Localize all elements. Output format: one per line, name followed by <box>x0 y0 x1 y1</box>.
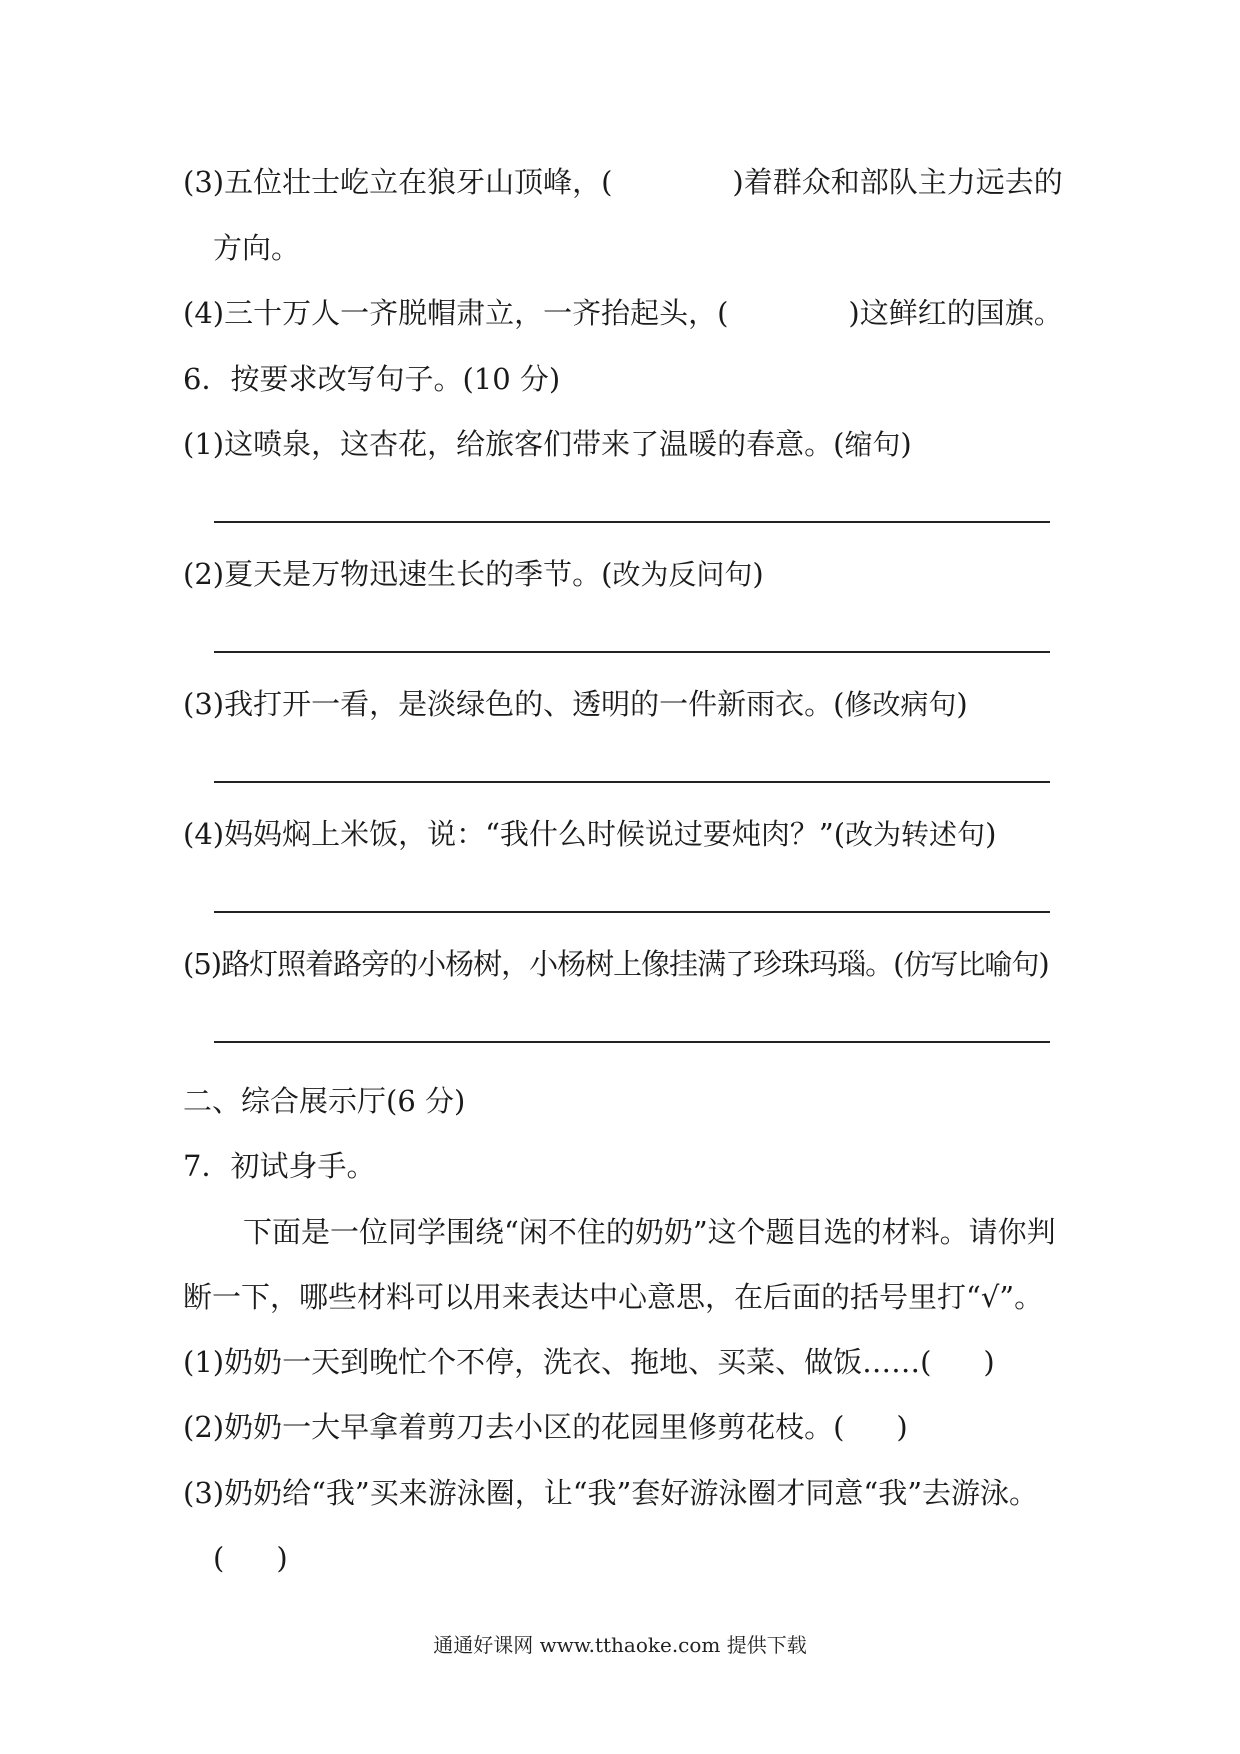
answer-line[interactable] <box>214 781 1050 783</box>
q7-item-3-answer <box>213 1538 288 1578</box>
q6-item-close: ) <box>900 427 912 461</box>
q7-intro-line-2: 断一下，哪些材料可以用来表达中心意思，在后面的括号里打“√”。 <box>183 1280 1044 1314</box>
q6-item-1 <box>183 424 912 465</box>
q6-item-text: (4)妈妈焖上米饭，说：“我什么时候说过要炖肉？”( <box>183 817 846 851</box>
q5-item-3 <box>183 162 1063 202</box>
paren-close: ) <box>983 1345 995 1379</box>
q6-item-5 <box>183 944 1049 985</box>
q7-item-text: (1)奶奶一天到晚忙个不停，洗衣、拖地、买菜、做饭……( <box>183 1345 932 1379</box>
q6-item-instruction: 修改病句 <box>844 688 957 721</box>
answer-line[interactable] <box>214 521 1050 523</box>
q5-item-4-part-a: (4)三十万人一齐脱帽肃立，一齐抬起头，( <box>183 296 729 330</box>
q7-heading: 7．初试身手。 <box>183 1149 376 1183</box>
q5-item-4 <box>183 293 1063 333</box>
q6-item-text: (3)我打开一看，是淡绿色的、透明的一件新雨衣。( <box>183 687 845 721</box>
section-2-heading: 二、综合展示厅(6 分) <box>183 1084 466 1118</box>
q6-item-close: ) <box>956 687 968 721</box>
q6-item-instruction: 改为反问句 <box>612 558 753 591</box>
q7-item-2 <box>183 1407 908 1447</box>
answer-line[interactable] <box>214 911 1050 913</box>
q6-item-text: (5)路灯照着路旁的小杨树，小杨树上像挂满了珍珠玛瑙。( <box>183 947 904 981</box>
q6-item-text: (1)这喷泉，这杏花，给旅客们带来了温暖的春意。( <box>183 427 845 461</box>
q6-item-instruction: 改为转述句 <box>845 818 986 851</box>
q7-item-text: (2)奶奶一大早拿着剪刀去小区的花园里修剪花枝。( <box>183 1410 845 1444</box>
q6-heading: 6．按要求改写句子。(10 分) <box>183 362 561 396</box>
q5-item-4-part-b: )这鲜红的国旗。 <box>848 296 1063 330</box>
paren-close: ) <box>276 1541 288 1575</box>
q6-item-3 <box>183 684 968 725</box>
q6-item-instruction: 缩句 <box>844 428 901 461</box>
q6-item-4 <box>183 814 996 855</box>
q5-item-3-part-b: )着群众和部队主力远去的 <box>732 165 1063 199</box>
q6-item-close: ) <box>985 817 997 851</box>
q5-item-3-continuation: 方向。 <box>213 231 301 265</box>
page-footer: 通通好课网 www.tthaoke.com 提供下载 <box>433 1633 807 1657</box>
answer-line[interactable] <box>214 651 1050 653</box>
q7-item-1 <box>183 1342 995 1382</box>
q7-intro-line-1: 下面是一位同学围绕“闲不住的奶奶”这个题目选的材料。请你判 <box>243 1215 1056 1249</box>
q6-item-2 <box>183 554 764 595</box>
q5-item-3-part-a: (3)五位壮士屹立在狼牙山顶峰，( <box>183 165 613 199</box>
paren-close: ) <box>896 1410 908 1444</box>
q6-item-close: ) <box>752 557 764 591</box>
answer-line[interactable] <box>214 1041 1050 1043</box>
q6-item-close: ) <box>1038 947 1049 981</box>
q7-item-3: (3)奶奶给“我”买来游泳圈，让“我”套好游泳圈才同意“我”去游泳。 <box>183 1476 1039 1510</box>
paren-open: ( <box>213 1541 225 1575</box>
q6-item-instruction: 仿写比喻句 <box>903 948 1039 981</box>
q6-item-text: (2)夏天是万物迅速生长的季节。( <box>183 557 613 591</box>
